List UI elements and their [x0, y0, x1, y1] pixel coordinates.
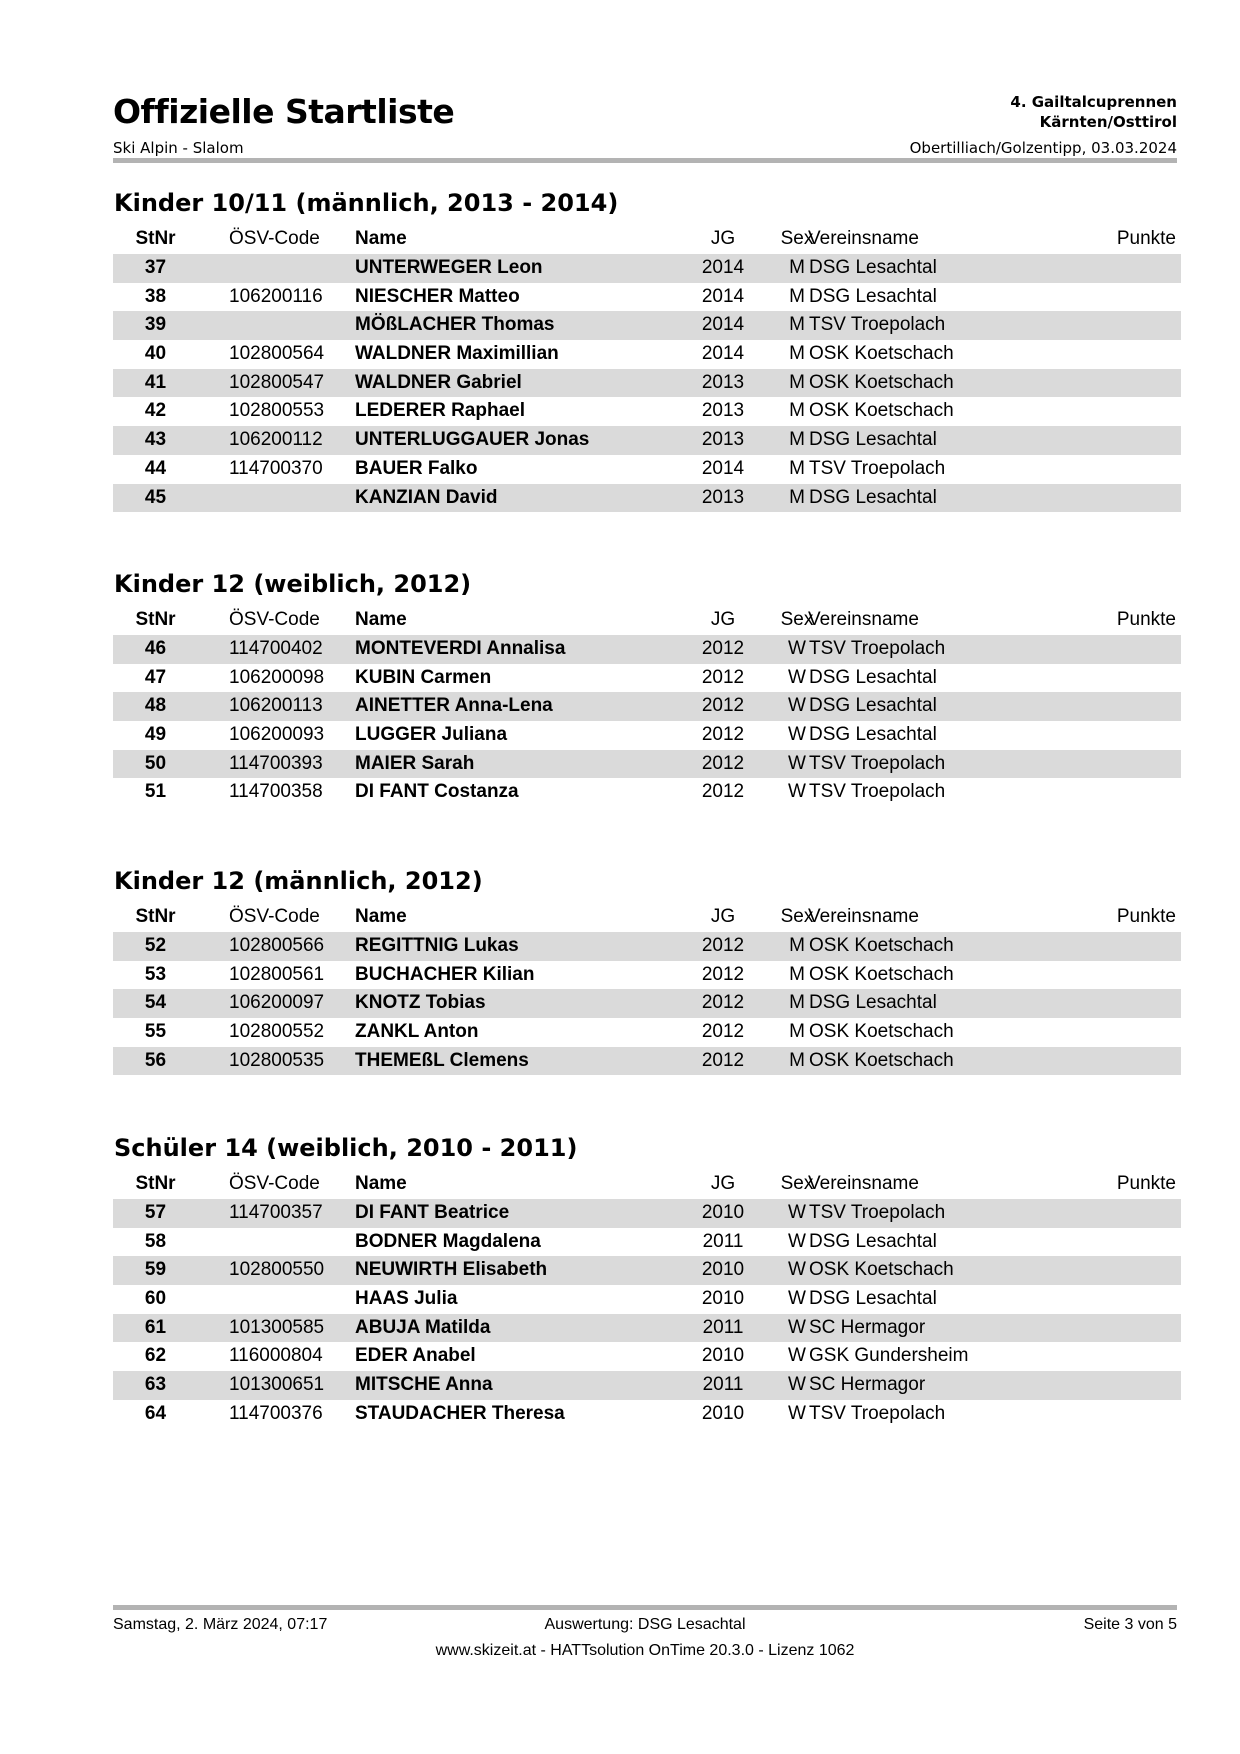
cell-verein: TSV Troepolach	[809, 457, 946, 479]
footer-rule	[113, 1605, 1177, 1610]
cell-sex: W	[788, 1345, 806, 1367]
table-row	[113, 989, 1181, 1018]
cell-stnr: 63	[144, 1374, 167, 1396]
cell-jg: 2012	[701, 724, 745, 746]
cell-stnr: 46	[144, 638, 167, 659]
cell-jg: 2011	[702, 1316, 744, 1338]
cell-name: WALDNER Gabriel	[355, 371, 522, 393]
cell-verein: OSK Koetschach	[809, 963, 954, 985]
column-header-osv: ÖSV-Code	[229, 906, 320, 927]
cell-stnr: 62	[144, 1345, 167, 1367]
cell-jg: 2014	[701, 257, 745, 278]
table-row	[113, 1400, 1181, 1429]
cell-stnr: 52	[144, 935, 167, 956]
section-title: Kinder 12 (männlich, 2012)	[114, 867, 483, 895]
column-header-punkte: Punkte	[1116, 609, 1176, 630]
cell-jg: 2014	[701, 314, 745, 336]
table-row	[113, 1285, 1181, 1314]
cell-verein: DSG Lesachtal	[809, 1288, 937, 1310]
cell-jg: 2012	[701, 781, 745, 803]
cell-stnr: 53	[144, 963, 167, 985]
table-header	[113, 224, 1181, 254]
table-row	[113, 750, 1181, 779]
start-list-section	[113, 186, 1181, 512]
column-header-osv: ÖSV-Code	[229, 609, 320, 630]
column-header-verein: Vereinsname	[808, 228, 919, 249]
cell-osv: 102800564	[229, 343, 325, 365]
cell-osv: 102800553	[229, 400, 325, 422]
cell-stnr: 64	[144, 1402, 167, 1424]
column-header-sex: Sex	[780, 228, 814, 249]
cell-osv: 106200112	[229, 429, 323, 451]
cell-stnr: 42	[144, 400, 167, 422]
start-list-section	[113, 864, 1181, 1075]
cell-jg: 2013	[701, 371, 745, 393]
cell-stnr: 59	[144, 1259, 167, 1281]
column-header-stnr: StNr	[135, 609, 176, 630]
cell-name: THEMEßL Clemens	[355, 1049, 529, 1071]
document-page	[113, 0, 1177, 1754]
cell-name: MAIER Sarah	[355, 752, 475, 774]
cell-name: ABUJA Matilda	[355, 1316, 491, 1338]
event-line-1: 4. Gailtalcuprennen	[1010, 93, 1177, 111]
table-row	[113, 1371, 1181, 1400]
table-row	[113, 1342, 1181, 1371]
cell-osv: 106200113	[229, 695, 323, 717]
table-row	[113, 311, 1181, 340]
cell-name: UNTERWEGER Leon	[355, 257, 543, 278]
cell-stnr: 49	[144, 724, 167, 746]
cell-osv: 106200116	[229, 285, 323, 307]
table-row	[113, 1256, 1181, 1285]
table-row	[113, 932, 1181, 961]
cell-osv: 106200097	[229, 992, 325, 1014]
cell-name: LUGGER Juliana	[355, 724, 508, 746]
cell-name: UNTERLUGGAUER Jonas	[355, 429, 590, 451]
cell-osv: 114700357	[229, 1202, 323, 1223]
column-header-stnr: StNr	[135, 906, 176, 927]
cell-osv: 102800550	[229, 1259, 325, 1281]
cell-sex: W	[788, 781, 806, 803]
cell-jg: 2012	[701, 752, 745, 774]
event-line-2: Kärnten/Osttirol	[1039, 113, 1177, 131]
cell-name: NEUWIRTH Elisabeth	[355, 1259, 548, 1281]
column-header-punkte: Punkte	[1116, 228, 1176, 249]
footer-page-number: Seite 3 von 5	[1083, 1616, 1177, 1633]
cell-name: HAAS Julia	[355, 1288, 458, 1310]
start-list-section	[113, 1131, 1181, 1429]
table-row	[113, 455, 1181, 484]
cell-sex: W	[788, 695, 806, 717]
cell-sex: W	[788, 1402, 806, 1424]
cell-sex: M	[789, 486, 805, 508]
cell-sex: W	[788, 1374, 806, 1396]
cell-osv: 101300585	[229, 1316, 325, 1338]
cell-jg: 2014	[701, 343, 745, 365]
cell-stnr: 61	[144, 1316, 167, 1338]
cell-sex: W	[788, 638, 806, 659]
table-row	[113, 1314, 1181, 1343]
cell-name: WALDNER Maximillian	[355, 343, 559, 365]
cell-stnr: 45	[144, 486, 167, 508]
column-header-jg: JG	[710, 228, 736, 249]
cell-name: EDER Anabel	[355, 1345, 476, 1367]
cell-osv: 102800535	[229, 1049, 325, 1071]
cell-stnr: 40	[144, 343, 167, 365]
cell-stnr: 47	[144, 666, 167, 688]
table-header	[113, 902, 1181, 932]
cell-osv: 116000804	[229, 1345, 323, 1367]
cell-stnr: 56	[144, 1049, 167, 1071]
cell-jg: 2010	[701, 1259, 745, 1281]
cell-verein: DSG Lesachtal	[809, 285, 937, 307]
table-row	[113, 635, 1181, 664]
table-row	[113, 692, 1181, 721]
table-row	[113, 1047, 1181, 1076]
event-name	[1010, 92, 1177, 132]
cell-jg: 2010	[701, 1402, 745, 1424]
cell-jg: 2012	[701, 666, 745, 688]
cell-name: MONTEVERDI Annalisa	[355, 638, 566, 659]
cell-osv: 114700358	[229, 781, 323, 803]
cell-sex: M	[789, 963, 805, 985]
cell-name: ZANKL Anton	[355, 1021, 479, 1043]
cell-stnr: 43	[144, 429, 167, 451]
cell-verein: OSK Koetschach	[809, 371, 954, 393]
cell-jg: 2014	[701, 285, 745, 307]
cell-sex: W	[788, 1230, 806, 1252]
cell-name: BODNER Magdalena	[355, 1230, 541, 1252]
column-header-sex: Sex	[780, 609, 814, 630]
column-header-stnr: StNr	[135, 1173, 176, 1194]
cell-verein: OSK Koetschach	[809, 935, 954, 956]
cell-jg: 2012	[701, 638, 745, 659]
cell-verein: DSG Lesachtal	[809, 695, 937, 717]
cell-verein: TSV Troepolach	[809, 781, 946, 803]
cell-verein: DSG Lesachtal	[809, 992, 937, 1014]
cell-stnr: 39	[144, 314, 167, 336]
cell-sex: W	[788, 724, 806, 746]
cell-osv: 101300651	[229, 1374, 325, 1396]
footer-timestamp: Samstag, 2. März 2024, 07:17	[113, 1616, 328, 1633]
cell-name: BUCHACHER Kilian	[355, 963, 535, 985]
table-row	[113, 254, 1181, 283]
cell-stnr: 48	[144, 695, 167, 717]
cell-sex: M	[789, 400, 805, 422]
table-row	[113, 1199, 1181, 1228]
table-row	[113, 369, 1181, 398]
start-list-section	[113, 567, 1181, 807]
cell-sex: M	[789, 1021, 805, 1043]
cell-verein: OSK Koetschach	[809, 343, 954, 365]
column-header-osv: ÖSV-Code	[229, 1173, 320, 1194]
cell-sex: M	[789, 1049, 805, 1071]
table-row	[113, 426, 1181, 455]
cell-jg: 2010	[701, 1202, 745, 1223]
cell-verein: DSG Lesachtal	[809, 724, 937, 746]
cell-name: MÖßLACHER Thomas	[355, 314, 555, 336]
cell-stnr: 54	[144, 992, 167, 1014]
cell-verein: DSG Lesachtal	[809, 429, 937, 451]
cell-sex: M	[789, 992, 805, 1014]
cell-stnr: 55	[144, 1021, 167, 1043]
cell-verein: OSK Koetschach	[809, 1021, 954, 1043]
cell-sex: M	[789, 314, 805, 336]
cell-osv: 106200098	[229, 666, 325, 688]
cell-osv: 114700393	[229, 752, 323, 774]
cell-verein: TSV Troepolach	[809, 314, 946, 336]
cell-sex: W	[788, 666, 806, 688]
cell-jg: 2013	[701, 400, 745, 422]
section-title: Kinder 12 (weiblich, 2012)	[114, 570, 472, 598]
column-header-sex: Sex	[780, 1173, 814, 1194]
cell-verein: DSG Lesachtal	[809, 1230, 937, 1252]
column-header-jg: JG	[710, 906, 736, 927]
cell-sex: W	[788, 1259, 806, 1281]
cell-name: KANZIAN David	[355, 486, 498, 508]
column-header-osv: ÖSV-Code	[229, 228, 320, 249]
cell-stnr: 58	[144, 1230, 167, 1252]
cell-stnr: 41	[144, 371, 167, 393]
cell-verein: TSV Troepolach	[809, 1202, 946, 1223]
table-row	[113, 1228, 1181, 1257]
section-title: Schüler 14 (weiblich, 2010 - 2011)	[114, 1134, 578, 1162]
table-row	[113, 961, 1181, 990]
cell-jg: 2010	[701, 1288, 745, 1310]
cell-name: DI FANT Costanza	[355, 781, 519, 803]
cell-sex: M	[789, 285, 805, 307]
column-header-verein: Vereinsname	[808, 609, 919, 630]
cell-verein: OSK Koetschach	[809, 1049, 954, 1071]
cell-sex: M	[789, 457, 805, 479]
cell-jg: 2012	[701, 963, 745, 985]
cell-verein: TSV Troepolach	[809, 638, 946, 659]
column-header-name: Name	[355, 609, 407, 630]
cell-sex: M	[789, 429, 805, 451]
cell-jg: 2013	[701, 486, 745, 508]
table-row	[113, 664, 1181, 693]
cell-name: KUBIN Carmen	[355, 666, 492, 688]
cell-verein: OSK Koetschach	[809, 400, 954, 422]
cell-sex: W	[788, 1202, 806, 1223]
cell-name: LEDERER Raphael	[355, 400, 525, 422]
cell-verein: TSV Troepolach	[809, 1402, 946, 1424]
cell-name: KNOTZ Tobias	[355, 992, 486, 1014]
cell-name: MITSCHE Anna	[355, 1374, 493, 1396]
cell-name: AINETTER Anna-Lena	[355, 695, 553, 717]
table-row	[113, 721, 1181, 750]
cell-stnr: 38	[144, 285, 167, 307]
column-header-name: Name	[355, 906, 407, 927]
cell-jg: 2012	[701, 1049, 745, 1071]
table-row	[113, 484, 1181, 513]
cell-sex: M	[789, 343, 805, 365]
cell-stnr: 44	[144, 457, 167, 479]
cell-verein: OSK Koetschach	[809, 1259, 954, 1281]
cell-name: NIESCHER Matteo	[355, 285, 520, 307]
cell-verein: SC Hermagor	[809, 1316, 926, 1338]
footer-software: www.skizeit.at - HATTsolution OnTime 20.3.0 - Lizenz 1062	[435, 1642, 855, 1659]
table-row	[113, 778, 1181, 807]
location-date: Obertilliach/Golzentipp, 03.03.2024	[909, 139, 1177, 157]
column-header-punkte: Punkte	[1116, 1173, 1176, 1194]
cell-name: BAUER Falko	[355, 457, 478, 479]
cell-osv: 114700376	[229, 1402, 323, 1424]
column-header-verein: Vereinsname	[808, 1173, 919, 1194]
cell-jg: 2011	[702, 1230, 744, 1252]
table-row	[113, 340, 1181, 369]
cell-jg: 2012	[701, 992, 745, 1014]
cell-osv: 102800566	[229, 935, 325, 956]
cell-osv: 102800561	[229, 963, 325, 985]
cell-verein: TSV Troepolach	[809, 752, 946, 774]
cell-osv: 114700402	[229, 638, 323, 659]
cell-jg: 2010	[701, 1345, 745, 1367]
column-header-sex: Sex	[780, 906, 814, 927]
table-header	[113, 1169, 1181, 1199]
cell-verein: GSK Gundersheim	[809, 1345, 969, 1367]
table-header	[113, 605, 1181, 635]
table-row	[113, 1018, 1181, 1047]
page-title: Offizielle Startliste	[113, 92, 455, 131]
footer-auswertung: Auswertung: DSG Lesachtal	[544, 1616, 746, 1633]
cell-sex: W	[788, 1288, 806, 1310]
cell-stnr: 37	[144, 257, 167, 278]
column-header-jg: JG	[710, 609, 736, 630]
cell-name: REGITTNIG Lukas	[355, 935, 519, 956]
cell-stnr: 57	[144, 1202, 167, 1223]
column-header-name: Name	[355, 228, 407, 249]
cell-verein: DSG Lesachtal	[809, 257, 937, 278]
cell-verein: DSG Lesachtal	[809, 486, 937, 508]
cell-sex: M	[789, 371, 805, 393]
cell-jg: 2012	[701, 695, 745, 717]
cell-verein: DSG Lesachtal	[809, 666, 937, 688]
cell-stnr: 51	[144, 781, 167, 803]
column-header-name: Name	[355, 1173, 407, 1194]
cell-stnr: 50	[144, 752, 167, 774]
cell-sex: M	[789, 257, 805, 278]
column-header-jg: JG	[710, 1173, 736, 1194]
column-header-stnr: StNr	[135, 228, 176, 249]
cell-osv: 114700370	[229, 457, 323, 479]
cell-name: STAUDACHER Theresa	[355, 1402, 565, 1424]
cell-jg: 2013	[701, 429, 745, 451]
column-header-punkte: Punkte	[1116, 906, 1176, 927]
cell-osv: 102800552	[229, 1021, 325, 1043]
table-row	[113, 397, 1181, 426]
cell-osv: 106200093	[229, 724, 325, 746]
cell-jg: 2011	[702, 1374, 744, 1396]
header-rule	[113, 158, 1177, 163]
cell-stnr: 60	[144, 1288, 167, 1310]
discipline-label: Ski Alpin - Slalom	[113, 139, 244, 157]
cell-jg: 2012	[701, 935, 745, 956]
cell-osv: 102800547	[229, 371, 325, 393]
table-row	[113, 283, 1181, 312]
column-header-verein: Vereinsname	[808, 906, 919, 927]
cell-sex: W	[788, 1316, 806, 1338]
cell-sex: W	[788, 752, 806, 774]
cell-jg: 2014	[701, 457, 745, 479]
cell-name: DI FANT Beatrice	[355, 1202, 510, 1223]
cell-verein: SC Hermagor	[809, 1374, 926, 1396]
cell-jg: 2012	[701, 1021, 745, 1043]
cell-sex: M	[789, 935, 805, 956]
section-title: Kinder 10/11 (männlich, 2013 - 2014)	[114, 189, 619, 217]
